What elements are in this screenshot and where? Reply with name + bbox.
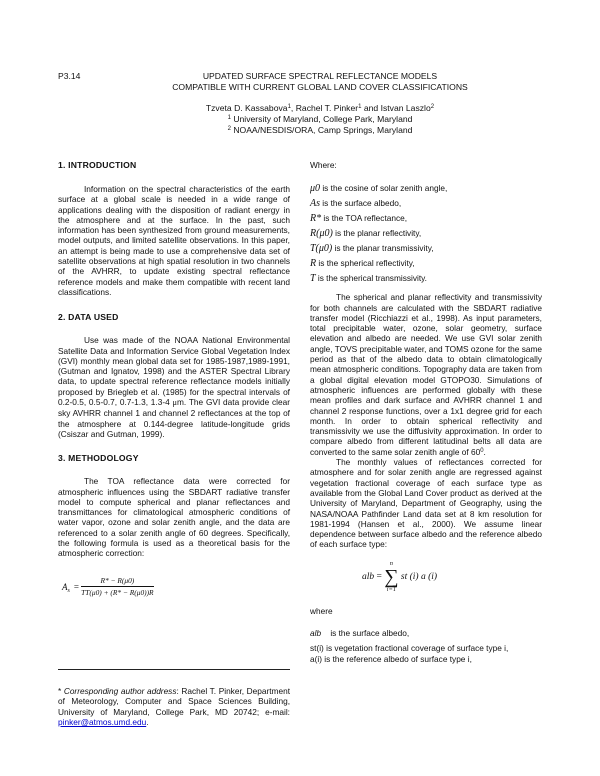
author-1: Tzveta D. Kassabova — [205, 103, 288, 113]
equation-1: $A_s$ = $\frac{R* - R(\mu 0)}{TT(\mu 0) + (R* - R(\mu 0))R}$ — [62, 575, 154, 597]
definition-item: μ0 is the cosine of solar zenith angle, — [310, 183, 448, 195]
paper-id: P3.14 — [58, 71, 81, 81]
definition-item: T(μ0) is the planar transmissivity, — [310, 243, 434, 255]
model-paragraph: The spherical and planar reflectivity and transmissivity for both channels are calculated with the SBDART radiative transfer model (Ricchiazzi et al., 1998). As input parameters, total precipitable water, ozone, solar geometry, surface elevation and albedo are needed. We use GVI solar zenith angle, TOVS precipitable water, and TOMS ozone for the same period as that of the albedo data to obtain climatologically mean atmospheric conditions. Topography data are taken from a global digital elevation model GTOPO30. Simulations of atmospheric influences are performed globally with these mean profiles and dark surface and AVHRR channel 1 and channel 2 response functions, over a 1x1 degree grid for each month. In order to obtain spherical reflectivity and transmissivity we use the diffusivity approximation. In order to compare albedo from different latitudinal belts all data are converted to the same solar zenith angle of $60^0$. — [310, 292, 542, 457]
affiliation-2: $^2$ NOAA/NESDIS/ORA, Camp Springs, Maryland — [227, 125, 413, 135]
definition-list — [310, 183, 542, 284]
section-heading-introduction: 1. INTRODUCTION — [58, 160, 137, 170]
equation-2: alb = n ∑ i=1 st (i) a (i) — [362, 559, 438, 593]
summation-symbol: n ∑ i=1 — [384, 559, 399, 593]
footnote: * Corresponding author address: Rachel T. Pinker, Department of Meteorology, Computer and Space Sciences Building, University of Maryland, College Park, MD 20742; e-mail: pinker@atmos.umd.edu. — [58, 686, 290, 727]
left-column — [58, 160, 290, 598]
right-column — [310, 160, 542, 664]
definition-item: R(μ0) is the planar reflectivity, — [310, 228, 422, 240]
data-paragraph: Use was made of the NOAA National Environmental Satellite Data and Information Service Global Vegetation Index (GVI) monthly mean global data set for 1985-1987,1989-1991, (Gutman and Ignatov, 1998) and the ASTER Spectral Library data, to update spectral reference reflectance models initially proposed by Briegleb et al. (1985) for the spectral intervals of 0.2-0.5, 0.5-0.7, 0.7-1.3, 1.3-4 μm. The GVI data provide clear sky AVHRR channel 1 and channel 2 reflectances at the top of the atmosphere at 0.144-degree latitude-longitude grids (Csiszar and Gutman, 1999). — [58, 335, 290, 439]
author-3: and Istvan Laszlo — [363, 103, 431, 113]
section-heading-methodology: 3. METHODOLOGY — [58, 453, 139, 464]
definition-item: T is the spherical transmissivity. — [310, 273, 427, 285]
author-2: Rachel T. Pinker — [295, 103, 359, 113]
email-link[interactable]: pinker@atmos.umd.edu — [58, 716, 147, 727]
equation-1-fraction: $\frac{R* - R(\mu 0)}{TT(\mu 0) + (R* - R(\mu 0))R}$ — [81, 575, 154, 597]
definition-item: As is the surface albedo, — [310, 198, 402, 210]
definition-st: st(i) is vegetation fractional coverage of surface type i, — [310, 643, 509, 654]
where-label: Where: — [310, 160, 337, 170]
where-label-2: where — [310, 605, 333, 616]
footnote-rule — [58, 669, 290, 670]
definition-item: R* is the TOA reflectance, — [310, 213, 408, 225]
title-line-2: COMPATIBLE WITH CURRENT GLOBAL LAND COVER CLASSIFICATIONS — [172, 82, 468, 92]
definition-item: R is the spherical reflectivity, — [310, 258, 415, 270]
intro-paragraph: Information on the spectral characteristics of the earth surface at a global scale is needed in a wide range of applications dealing with the disposition of radiant energy in the atmosphere and at the surface. In the past, such information has been synthesized from ground measurements, model outputs, and limited satellite observations. In this paper, an attempt is being made to use a comprehensive data set of satellite observations at high spatial resolution in two channels of the AVHRR, to update existing spectral reflectance reference models and make them compatible with recent land classifications. — [58, 184, 290, 297]
affiliation-1: $^1$ University of Maryland, College Park, Maryland — [227, 114, 413, 124]
definition-a: a(i) is the reference albedo of surface type i, — [310, 653, 472, 664]
methodology-paragraph: The TOA reflectance data were corrected for atmospheric influences using the SBDART radiative transfer model to compute spherical and planar reflectances and transmittances for climatological atmospheric conditions of water vapor, ozone and solar zenith angle, and the data are referenced to a solar zenith angle of 60 degrees. Specifically, the following formula is used as a theoretical basis for the atmospheric correction: — [58, 476, 290, 559]
title-line-1: UPDATED SURFACE SPECTRAL REFLECTANCE MODELS — [202, 71, 438, 81]
regression-paragraph: The monthly values of reflectances corrected for atmosphere and for solar zenith angle are regressed against vegetation fractional coverage of each surface type as available from the Global Land Cover product as derived at the University of Maryland, Department of Geography, using the NASA/NOAA Pathfinder Land data set at 8 km resolution for 1981-1994 (Hansen et al., 2000). We assume linear dependence between surface albedo and the reference albedo of each surface type: — [310, 457, 542, 550]
authors: Tzveta D. Kassabova$^1$, Rachel T. Pinker$^1$ and Istvan Laszlo$^2$ — [205, 103, 435, 113]
definition-alb: alb is the surface albedo, — [310, 628, 410, 639]
section-heading-data-used: 2. DATA USED — [58, 312, 119, 323]
